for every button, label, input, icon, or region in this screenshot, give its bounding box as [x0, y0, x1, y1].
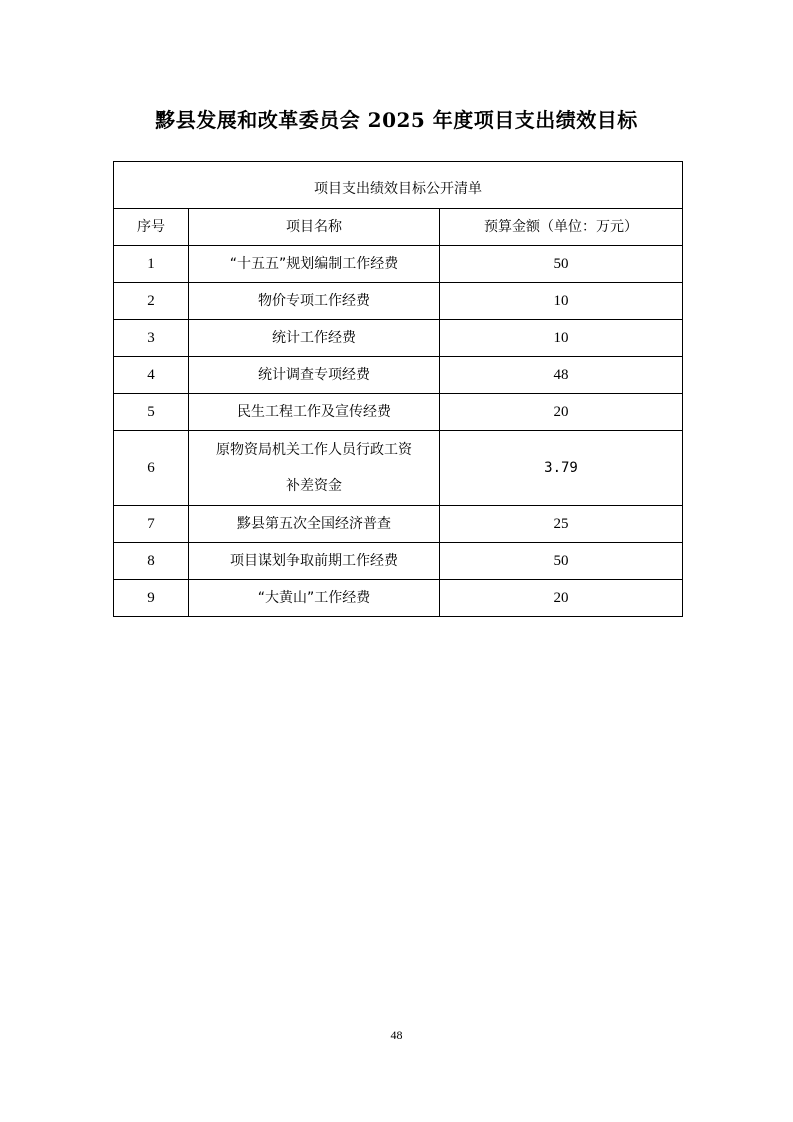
header-name: 项目名称 — [189, 209, 440, 246]
row-name: 统计工作经费 — [189, 320, 440, 357]
table-row — [114, 543, 683, 580]
row-name: 项目谋划争取前期工作经费 — [189, 543, 440, 580]
table-row — [114, 246, 683, 283]
row-seq: 1 — [114, 246, 189, 283]
row-amount: 10 — [440, 320, 683, 357]
row-seq: 6 — [114, 431, 189, 506]
row-amount: 3.79 — [440, 431, 683, 506]
row-name — [189, 431, 440, 506]
table-caption: 项目支出绩效目标公开清单 — [114, 162, 683, 209]
row-seq: 9 — [114, 580, 189, 617]
table-header-row — [114, 209, 683, 246]
row-seq: 3 — [114, 320, 189, 357]
row-name: “十五五”规划编制工作经费 — [189, 246, 440, 283]
row-seq: 4 — [114, 357, 189, 394]
row-seq: 8 — [114, 543, 189, 580]
row-name-line2: 补差资金 — [286, 478, 342, 494]
row-seq: 2 — [114, 283, 189, 320]
row-amount: 20 — [440, 394, 683, 431]
row-amount: 20 — [440, 580, 683, 617]
header-amount: 预算金额（单位：万元） — [440, 209, 683, 246]
row-amount: 50 — [440, 543, 683, 580]
page-number: 48 — [390, 1028, 403, 1042]
row-seq: 7 — [114, 506, 189, 543]
table-row — [114, 580, 683, 617]
table-row — [114, 394, 683, 431]
table-row — [114, 431, 683, 506]
row-name: 民生工程工作及宣传经费 — [189, 394, 440, 431]
row-name: 黟县第五次全国经济普查 — [189, 506, 440, 543]
table-row — [114, 283, 683, 320]
row-amount: 48 — [440, 357, 683, 394]
row-seq: 5 — [114, 394, 189, 431]
budget-table — [113, 161, 683, 617]
row-name-line1: 原物资局机关工作人员行政工资 — [216, 442, 412, 458]
row-name: “大黄山”工作经费 — [189, 580, 440, 617]
row-name: 物价专项工作经费 — [189, 283, 440, 320]
row-amount: 10 — [440, 283, 683, 320]
row-name: 统计调查专项经费 — [189, 357, 440, 394]
table-caption-row — [114, 162, 683, 209]
table-row — [114, 357, 683, 394]
table-row — [114, 506, 683, 543]
row-amount: 25 — [440, 506, 683, 543]
header-seq: 序号 — [114, 209, 189, 246]
table-row — [114, 320, 683, 357]
page-title: 黟县发展和改革委员会 2025 年度项目支出绩效目标 — [155, 108, 638, 132]
row-amount: 50 — [440, 246, 683, 283]
